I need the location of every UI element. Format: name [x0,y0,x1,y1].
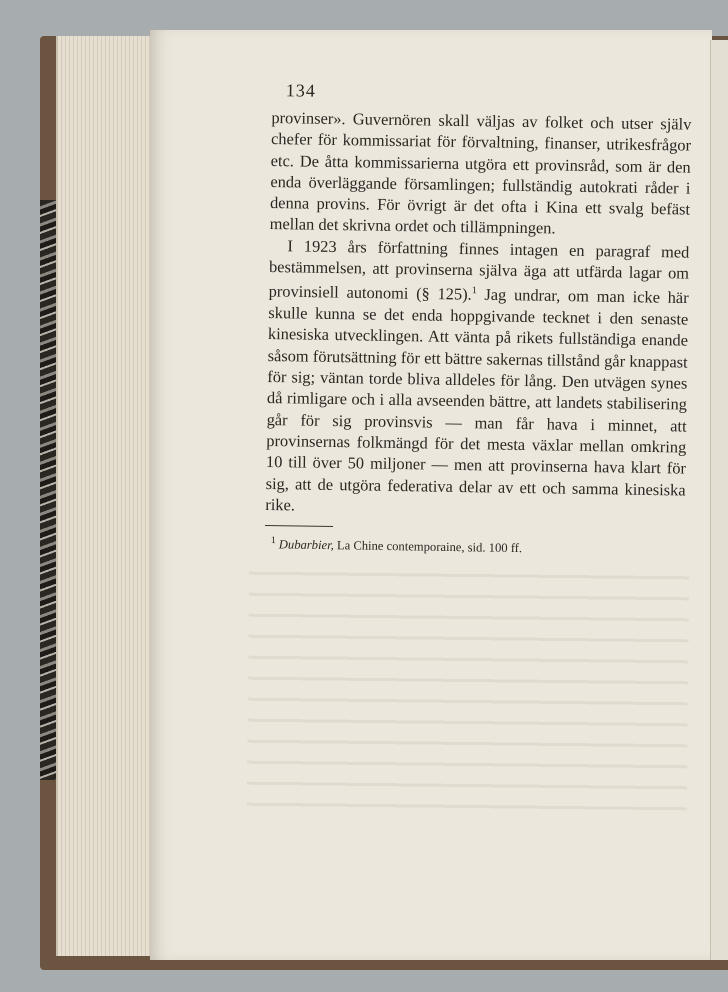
footnote-marker: 1 [270,535,276,547]
paragraph-2-start: I 1923 års författning finnes intagen en paragraf med bestämmelsen, att provinserna själva äga att utfärda lagar om provinsiell autonomi (§ 125). [268,236,690,305]
page-number: 134 [285,80,316,101]
next-page-edge [710,40,728,960]
paragraph-1: provinser». Guvernören skall väljas av folket och utser själv chefer för kommissariat för förvaltning, finanser, utrikesfrågor etc. De åtta kommissarierna utgöra ett provinsråd, som är den enda överläggande församlingen; fullständig autokrati råder i denna provins. För övrigt är det ofta i Kina ett svalg befäst mellan det skrivna ordet och tillämpningen. [269,107,692,238]
footnote-text: La Chine contemporaine, sid. 100 ff. [336,538,523,556]
paragraph-2 [265,235,689,522]
footnote-reference: 1 [471,285,477,297]
paragraph-2-end: Jag undrar, om man icke här skulle kunna se det enda hoppgivande tecknet i den senaste kinesiska utvecklingen. Att vänta på rikets fullständiga enande såsom förutsättning för ett bättre sakernas tillstånd går knappast för sig; väntan torde bliva alldeles för lång. Den utvägen synes då rimligare och i alla avseenden bättre, att landets stabilisering går för sig provinsvis — man får hava i minnet, att provinsernas folkmängd för det mesta växlar mellan omkring 10 till över 50 miljoner — men att provinserna hava klart för sig, att de utgöra federativa delar av ett och samma kinesiska rike. [265,285,689,515]
footnote-rule [265,525,333,527]
page-content [265,80,692,560]
show-through-text [247,558,690,813]
footnote-author: Dubarbier, [278,537,334,553]
